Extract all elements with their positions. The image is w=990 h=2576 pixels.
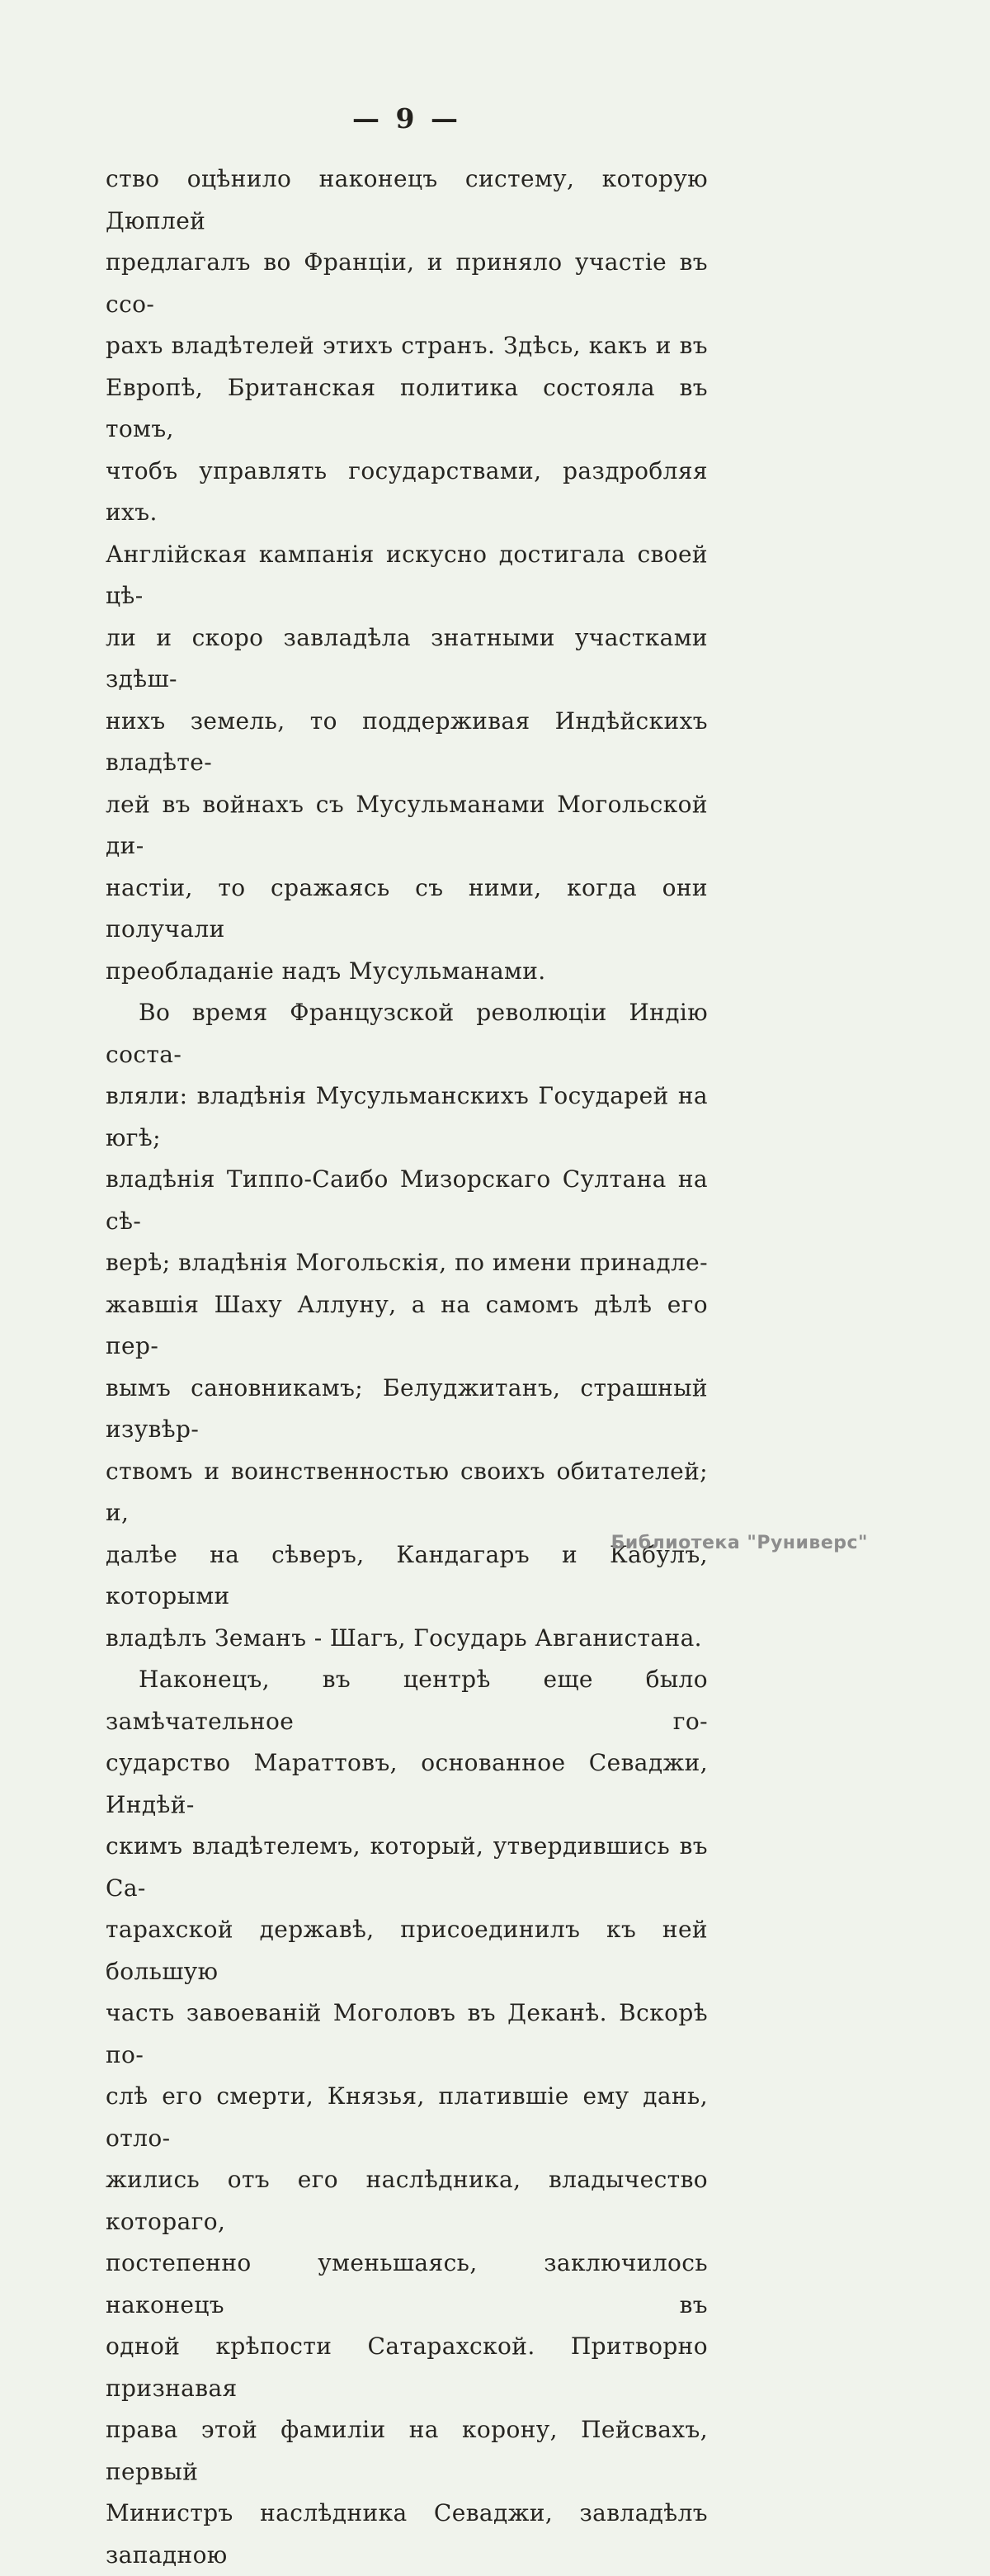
text-line: далѣе на сѣверъ, Кандагаръ и Кабулъ, которыми bbox=[106, 1540, 708, 1609]
text-line: сударство Мараттовъ, основанное Севаджи, Индѣй- bbox=[106, 1749, 708, 1818]
text-line: часть завоеваній Моголовъ въ Деканѣ. Вскорѣ по- bbox=[106, 1999, 708, 2068]
text-line: ствомъ и воинственностью своихъ обитателей; и, bbox=[106, 1457, 708, 1526]
text-line: скимъ владѣтелемъ, который, утвердившись въ Са- bbox=[106, 1832, 708, 1902]
text-line: преобладаніе надъ Мусульманами. bbox=[106, 957, 546, 985]
text-line: одной крѣпости Сатарахской. Притворно признавая bbox=[106, 2333, 708, 2402]
text-line: верѣ; владѣнія Могольскія, по имени принадле- bbox=[106, 1249, 708, 1276]
page-text-block bbox=[106, 158, 708, 2576]
text-line: слѣ его смерти, Князья, платившіе ему дань, отло- bbox=[106, 2082, 708, 2152]
text-line: владѣлъ Земанъ - Шагъ, Государь Авганистана. bbox=[106, 1624, 702, 1652]
text-line: вляли: владѣнія Мусульманскихъ Государей на югѣ; bbox=[106, 1082, 708, 1151]
text-line: владѣнія Типпо-Саибо Мизорскаго Султана на сѣ- bbox=[106, 1165, 708, 1235]
text-line: Во время Французской революціи Индію соста- bbox=[106, 999, 708, 1068]
text-line: чтобъ управлять государствами, раздробляя ихъ. bbox=[106, 456, 708, 526]
text-line: жились отъ его наслѣдника, владычество котораго, bbox=[106, 2166, 708, 2235]
text-line: предлагалъ во Франціи, и приняло участіе въ ссо- bbox=[106, 248, 708, 318]
page-number: — 9 — bbox=[352, 102, 461, 135]
text-line: Министръ наслѣдника Севаджи, завладѣлъ западною bbox=[106, 2499, 708, 2569]
text-line: постепенно уменьшаясь, заключилось наконецъ въ bbox=[106, 2249, 708, 2318]
text-line: вымъ сановникамъ; Белуджитанъ, страшный изувѣр- bbox=[106, 1373, 708, 1443]
text-line: Наконецъ, въ центрѣ еще было замѣчательное го- bbox=[106, 1666, 708, 1735]
text-line: жавшія Шаху Аллуну, а на самомъ дѣлѣ его пер- bbox=[106, 1290, 708, 1359]
text-line: тарахской державѣ, присоединилъ къ ней большую bbox=[106, 1916, 708, 1985]
text-line: нихъ земель, то поддерживая Индѣйскихъ владѣте- bbox=[106, 707, 708, 776]
text-line: лей въ войнахъ съ Мусульманами Могольской ди- bbox=[106, 790, 708, 859]
text-line: ли и скоро завладѣла знатными участками здѣш- bbox=[106, 623, 708, 692]
text-line: Европѣ, Британская политика состояла въ томъ, bbox=[106, 373, 708, 442]
text-line: права этой фамиліи на корону, Пейсвахъ, первый bbox=[106, 2416, 708, 2485]
text-line: Англійская кампанія искусно достигала своей цѣ- bbox=[106, 540, 708, 609]
text-line: рахъ владѣтелей этихъ странъ. Здѣсь, какъ и въ bbox=[106, 332, 708, 359]
page-header bbox=[106, 102, 708, 135]
library-watermark: Библиотека "Руниверс" bbox=[610, 1533, 868, 1553]
text-line: ство оцѣнило наконецъ систему, которую Дюплей bbox=[106, 165, 708, 234]
text-line: настіи, то сражаясь съ ними, когда они получали bbox=[106, 873, 708, 943]
